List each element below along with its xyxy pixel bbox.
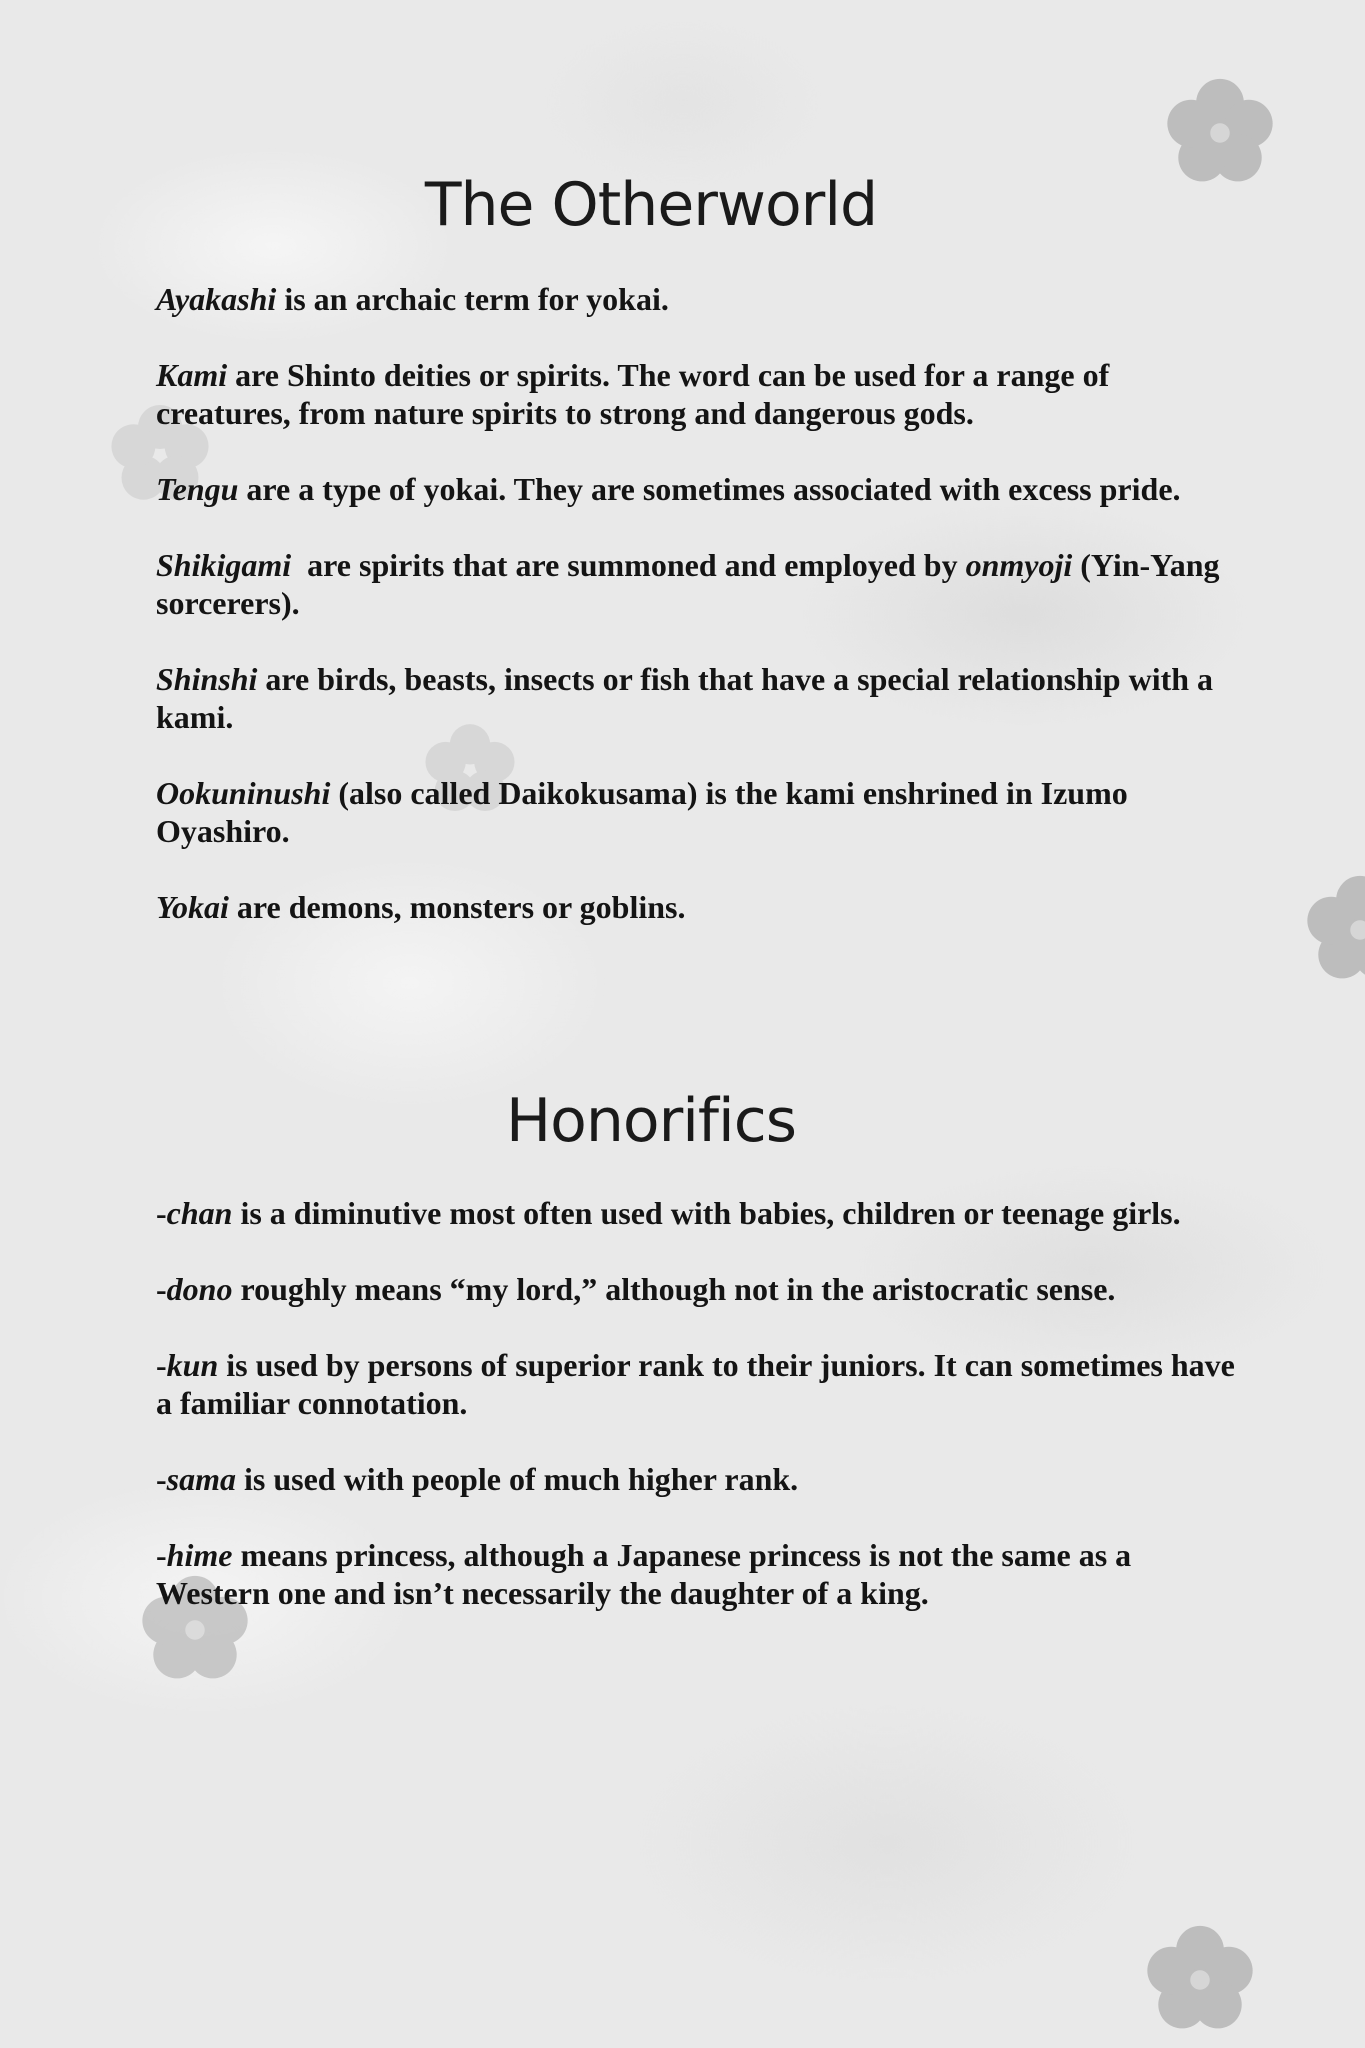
glossary-entry [156, 470, 1246, 508]
entry-definition: are spirits that are summoned and employed by [291, 547, 966, 583]
glossary-entry [156, 888, 1246, 926]
entry-term: Ookuninushi [156, 775, 331, 811]
entry-definition: (also called Daikokusama) is the kami enshrined in Izumo Oyashiro. [156, 775, 1128, 849]
entry-term: chan [166, 1195, 233, 1231]
entry-definition: roughly means “my lord,” although not in the aristocratic sense. [232, 1271, 1116, 1307]
entry-definition: are Shinto deities or spirits. The word can be used for a range of creatures, from nature spirits to strong and dangerous gods. [156, 357, 1110, 431]
honorific-entry [156, 1536, 1246, 1612]
entry-definition: is a diminutive most often used with babies, children or teenage girls. [232, 1195, 1181, 1231]
honorifics-list [156, 1194, 1246, 1612]
glossary-entry [156, 774, 1246, 850]
entry-term: Shinshi [156, 661, 258, 697]
entry-definition: are birds, beasts, insects or fish that have a special relationship with a kami. [156, 661, 1214, 735]
entry-prefix: - [156, 1537, 167, 1573]
entry-definition: is used with people of much higher rank. [236, 1461, 799, 1497]
entry-term: dono [166, 1271, 233, 1307]
entry-term: sama [166, 1461, 236, 1497]
entry-definition: is used by persons of superior rank to their juniors. It can sometimes have a familiar connotation. [156, 1347, 1235, 1421]
entry-term-secondary: onmyoji [965, 547, 1073, 583]
honorific-entry [156, 1460, 1246, 1498]
entry-prefix: - [156, 1195, 167, 1231]
glossary-entry [156, 546, 1246, 622]
entry-definition: is an archaic term for yokai. [276, 281, 669, 317]
entry-term: Shikigami [156, 547, 292, 583]
entry-term: Kami [156, 357, 228, 393]
otherworld-title: The Otherworld [424, 170, 878, 240]
plum-blossom-icon [1135, 1915, 1265, 2045]
entry-term: Tengu [156, 471, 239, 507]
entry-prefix: - [156, 1347, 167, 1383]
glossary-entry [156, 660, 1246, 736]
entry-term: Yokai [156, 889, 229, 925]
entry-term: kun [166, 1347, 219, 1383]
glossary-page [156, 170, 1246, 1650]
otherworld-list [156, 280, 1246, 926]
glossary-entry [156, 356, 1246, 432]
honorific-entry [156, 1346, 1246, 1422]
entry-definition: are demons, monsters or goblins. [228, 889, 686, 925]
plum-blossom-icon [1295, 865, 1365, 995]
honorifics-title: Honorifics [506, 1086, 796, 1156]
entry-term: hime [166, 1537, 233, 1573]
entry-definition-continued: (Yin-Yang sorcerers). [156, 547, 1228, 621]
entry-prefix: - [156, 1461, 167, 1497]
entry-definition: are a type of yokai. They are sometimes associated with excess pride. [238, 471, 1181, 507]
entry-term: Ayakashi [156, 281, 277, 317]
honorific-entry [156, 1270, 1246, 1308]
honorific-entry [156, 1194, 1246, 1232]
entry-definition: means princess, although a Japanese princess is not the same as a Western one and isn’t necessarily the daughter of a king. [156, 1537, 1132, 1611]
entry-prefix: - [156, 1271, 167, 1307]
glossary-entry [156, 280, 1246, 318]
